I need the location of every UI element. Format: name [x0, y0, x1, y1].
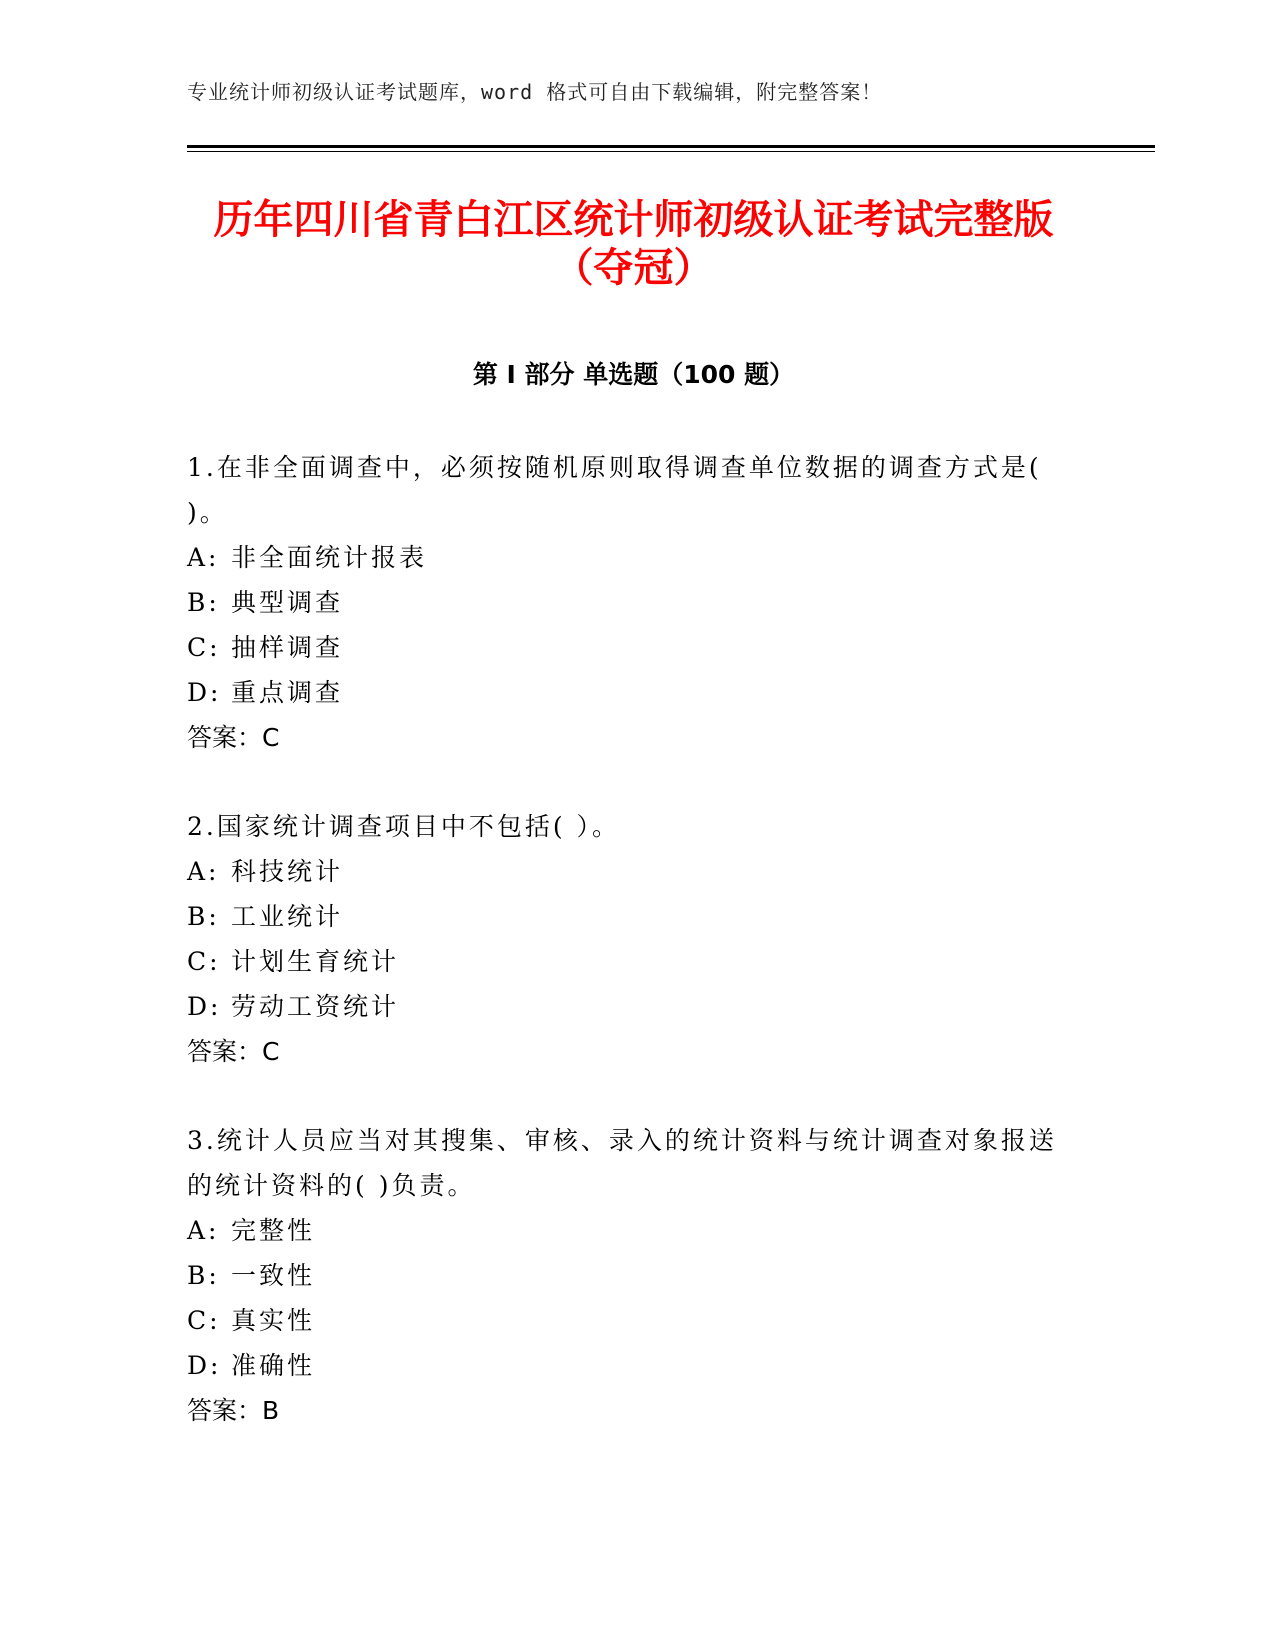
question-text: 3.统计人员应当对其搜集、审核、录入的统计资料与统计调查对象报送的统计资料的( )负责。 [187, 1126, 1057, 1200]
option-c [187, 625, 1067, 670]
option-letter: A: [187, 1216, 220, 1245]
option-text: 计划生育统计 [231, 947, 400, 976]
question-item [187, 445, 1067, 760]
option-c [187, 1298, 1067, 1343]
option-letter: D: [187, 992, 222, 1021]
option-text: 工业统计 [231, 902, 344, 931]
option-letter: C: [187, 633, 221, 662]
option-letter: A: [187, 543, 220, 572]
option-text: 抽样调查 [231, 633, 344, 662]
option-text: 准确性 [231, 1351, 316, 1380]
answer-line: 答案：C [187, 723, 280, 752]
question-item [187, 1118, 1067, 1433]
option-d [187, 984, 1067, 1029]
option-c [187, 939, 1067, 984]
option-letter: A: [187, 857, 220, 886]
option-d [187, 670, 1067, 715]
header-rule-thick [187, 145, 1155, 148]
header-rule-thin [187, 151, 1155, 152]
option-letter: D: [187, 678, 222, 707]
option-b [187, 1253, 1067, 1298]
option-text: 非全面统计报表 [231, 543, 428, 572]
option-text: 科技统计 [231, 857, 344, 886]
option-a [187, 1208, 1067, 1253]
option-a [187, 535, 1067, 580]
answer-line: 答案：C [187, 1037, 280, 1066]
option-text: 完整性 [231, 1216, 316, 1245]
question-text: 1.在非全面调查中，必须按随机原则取得调查单位数据的调查方式是( )。 [187, 453, 1042, 527]
question-text: 2.国家统计调查项目中不包括( ）。 [187, 812, 621, 841]
option-b [187, 894, 1067, 939]
option-text: 真实性 [231, 1306, 316, 1335]
document-title: 历年四川省青白江区统计师初级认证考试完整版（夺冠） [213, 197, 1054, 291]
option-letter: B: [187, 1261, 220, 1290]
option-text: 重点调查 [231, 678, 344, 707]
answer-line: 答案：B [187, 1396, 280, 1425]
option-text: 一致性 [231, 1261, 316, 1290]
option-d [187, 1343, 1067, 1388]
option-letter: B: [187, 588, 220, 617]
section-title: 第 I 部分 单选题（100 题） [472, 360, 795, 389]
question-item [187, 804, 1067, 1074]
question-list [187, 445, 1067, 1477]
option-letter: D: [187, 1351, 222, 1380]
option-text: 劳动工资统计 [231, 992, 400, 1021]
option-letter: B: [187, 902, 220, 931]
option-a [187, 849, 1067, 894]
option-b [187, 580, 1067, 625]
option-letter: C: [187, 947, 221, 976]
option-text: 典型调查 [231, 588, 344, 617]
header-note: 专业统计师初级认证考试题库，word 格式可自由下载编辑，附完整答案！ [187, 80, 883, 104]
option-letter: C: [187, 1306, 221, 1335]
